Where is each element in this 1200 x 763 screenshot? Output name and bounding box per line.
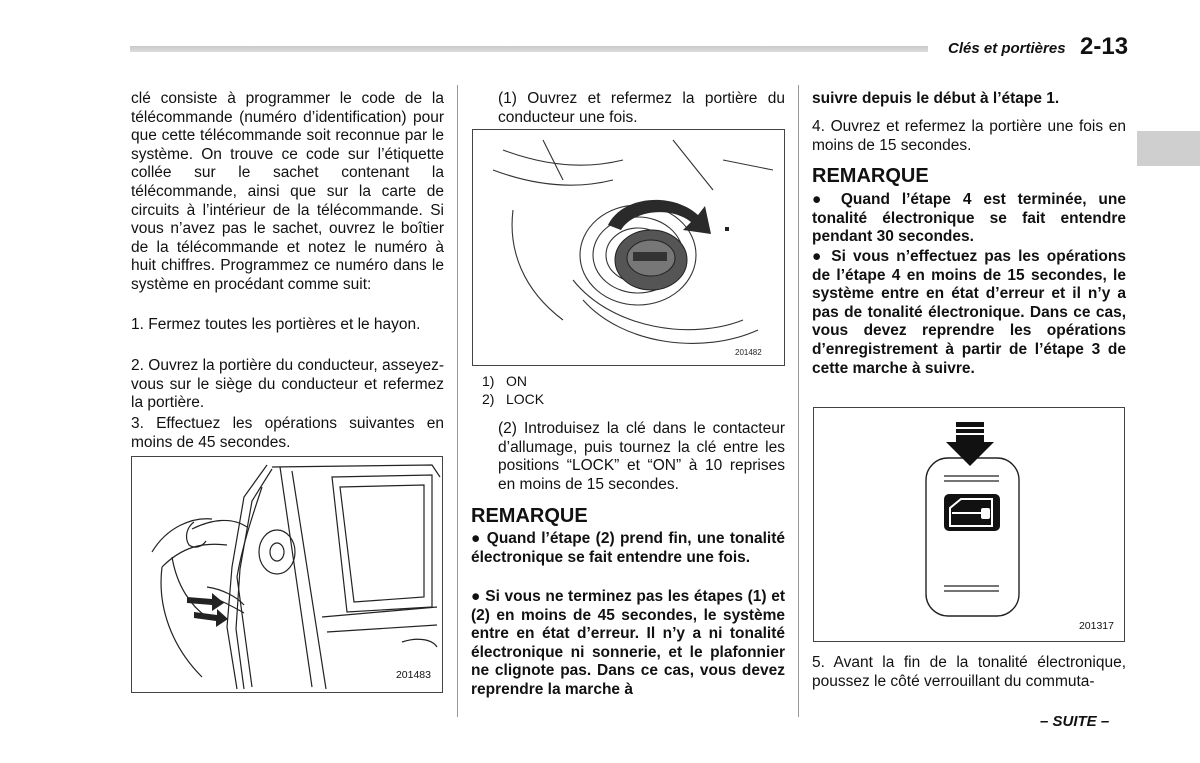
thumb-index-tab — [1137, 131, 1200, 166]
continuation-text: suivre depuis le début à l’étape 1. — [812, 90, 1060, 107]
figure-lock-switch — [813, 407, 1125, 642]
figure-code: 201317 — [1078, 620, 1114, 632]
step-2: 2. Ouvrez la portière du conducteur, asseyez-vous sur le siège du conducteur et refermez la portière. — [131, 357, 444, 412]
page-number: 2-13 — [1080, 33, 1129, 60]
figure-code: 201483 — [395, 669, 431, 681]
legend-item: 1) ON — [482, 373, 527, 389]
step-1: 1. Fermez toutes les portières et le hayon. — [131, 316, 421, 333]
step-4: 4. Ouvrez et refermez la portière une fois en moins de 15 secondes. — [812, 118, 1126, 154]
note-item: ● Si vous n’effectuez pas les opérations de l’étape 4 en moins de 15 secondes, le système entre en état d’erreur et il n’y a pas de tonalité électronique. Dans ce cas, vous devez reprendre les opérations d’enregistrement à partir de l’étape 3 de cette marche à suivre. — [812, 248, 1126, 377]
figure-door-opening — [131, 456, 443, 693]
note-heading: REMARQUE — [471, 505, 588, 527]
note-item: ● Quand l’étape (2) prend fin, une tonalité électronique se fait entendre une fois. — [471, 530, 785, 566]
figure-legend — [482, 372, 544, 408]
lock-switch-illustration — [814, 408, 1124, 641]
step-5: 5. Avant la fin de la tonalité électronique, poussez le côté verrouillant du commuta- — [812, 654, 1126, 690]
step-3: 3. Effectuez les opérations suivantes en moins de 45 secondes. — [131, 415, 444, 451]
column-divider-1 — [457, 85, 458, 717]
ignition-key-illustration — [473, 130, 784, 365]
note-item: ● Si vous ne terminez pas les étapes (1) et (2) en moins de 45 secondes, le système entre en état d’erreur. Il n’y a ni tonalité électronique ni sonnerie, et le plafonnier ne clignote pas. Dans ce cas, vous devez reprendre la marche à — [471, 588, 785, 698]
header-rule — [130, 46, 928, 52]
note-heading: REMARQUE — [812, 165, 929, 187]
figure-code: 201482 — [735, 348, 762, 357]
rotation-arrow-icon — [608, 200, 711, 234]
substep-1: (1) Ouvrez et refermez la portière du conducteur une fois. — [498, 90, 785, 126]
column-divider-2 — [798, 85, 799, 717]
note-item: ● Quand l’étape 4 est terminée, une tonalité électronique se fait entendre pendant 30 secondes. — [812, 191, 1126, 246]
figure-ignition — [472, 129, 785, 366]
section-title: Clés et portières — [948, 40, 1066, 57]
legend-item: 2) LOCK — [482, 391, 545, 407]
door-illustration — [132, 457, 442, 692]
motion-arrow-icon — [187, 593, 224, 611]
continued-marker: – SUITE – — [1040, 713, 1110, 730]
motion-arrow-icon — [194, 609, 228, 627]
substep-2: (2) Introduisez la clé dans le contacteur d’allumage, puis tournez la clé entre les positions “LOCK” et “ON” à 10 reprises en moins de 15 secondes. — [498, 420, 785, 493]
intro-paragraph: clé consiste à programmer le code de la télécommande (numéro d’identification) pour que cette télécommande soit reconnue par le système. On trouve ce code sur l’étiquette collée sur le sachet contenant la télécommande, ainsi que sur la carte de circuits à l’intérieur de la télécommande. Si vous n’avez pas le sachet, ouvrez le boîtier de la télécommande et notez le numéro à huit chiffres. Programmez ce numéro dans le système en procédant comme suit: — [131, 90, 444, 293]
